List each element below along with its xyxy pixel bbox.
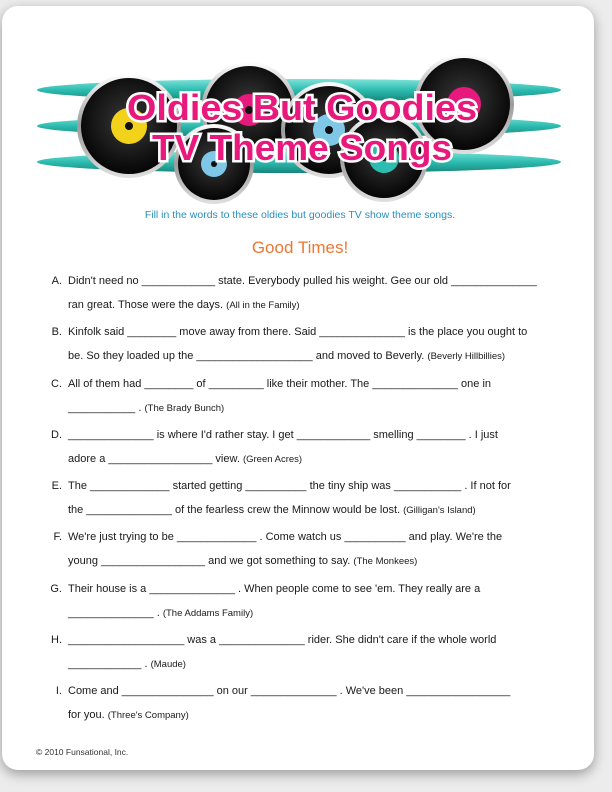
worksheet-page	[2, 6, 594, 770]
question-letter: I.	[55, 685, 62, 697]
question-line-1: Didn't need no ____________ state. Everybody pulled his weight. Gee our old ______________	[68, 275, 537, 287]
question-letter: D.	[51, 429, 62, 441]
question-text: ______________ .	[68, 607, 160, 619]
question-line-2	[68, 504, 476, 516]
show-source: (Three's Company)	[107, 710, 189, 721]
title-line-1: Oldies But Goodies	[127, 87, 477, 128]
question-text: young _________________ and we got something to say.	[68, 555, 351, 567]
question-text: adore a _________________ view.	[68, 453, 240, 465]
show-source: (All in the Family)	[226, 300, 300, 311]
section-title: Good Times!	[251, 238, 349, 257]
question-letter: C.	[51, 378, 62, 390]
show-source: (Gilligan's Island)	[403, 505, 476, 516]
instructions: Fill in the words to these oldies but goodies TV show theme songs.	[144, 209, 456, 221]
copyright: © 2010 Funsational, Inc.	[36, 747, 129, 757]
question-line-2	[68, 658, 186, 670]
question-letter: E.	[51, 480, 62, 492]
question-line-1: We're just trying to be _____________ . Come watch us __________ and play. We're the	[68, 531, 503, 543]
question-line-2	[68, 402, 224, 414]
question-line-1: ______________ is where I'd rather stay. I get ____________ smelling ________ . I just	[68, 429, 498, 441]
question-line-2	[68, 453, 302, 465]
show-source: (The Monkees)	[353, 556, 418, 567]
question-line-1: Their house is a ______________ . When people come to see 'em. They really are a	[68, 583, 481, 595]
show-source: (Green Acres)	[242, 454, 303, 465]
question-letter: H.	[51, 634, 62, 646]
header-art	[34, 46, 564, 206]
question-line-2	[68, 350, 505, 362]
question-letter: G.	[50, 583, 62, 595]
question-text: ran great. Those were the days.	[68, 299, 224, 311]
show-source: (Maude)	[150, 659, 186, 670]
question-text: ___________ .	[68, 402, 142, 414]
question-line-2	[68, 299, 300, 311]
question-line-2	[68, 607, 253, 619]
question-text: for you.	[68, 709, 105, 721]
question-line-1: All of them had ________ of _________ like their mother. The ______________ one in	[68, 378, 492, 390]
question-letter: F.	[53, 531, 62, 543]
show-source: (The Addams Family)	[162, 608, 254, 619]
question-line-2	[68, 555, 417, 567]
question-line-1: ___________________ was a ______________ rider. She didn't care if the whole world	[68, 634, 497, 646]
question-line-2	[68, 709, 189, 721]
show-source: (The Brady Bunch)	[144, 403, 225, 414]
question-line-1: The _____________ started getting __________ the tiny ship was ___________ . If not for	[68, 480, 511, 492]
question-text: ____________ .	[68, 658, 148, 670]
question-text: be. So they loaded up the ___________________ and moved to Beverly.	[68, 350, 425, 362]
question-text: the ______________ of the fearless crew the Minnow would be lost.	[68, 504, 401, 516]
question-line-1: Come and _______________ on our ______________ . We've been _________________	[68, 685, 511, 697]
question-letter: A.	[51, 275, 62, 287]
title-line-2: TV Theme Songs	[152, 127, 452, 168]
question-letter: B.	[51, 326, 62, 338]
question-line-1: Kinfolk said ________ move away from there. Said ______________ is the place you ought to	[68, 326, 528, 338]
show-source: (Beverly Hillbillies)	[427, 351, 506, 362]
